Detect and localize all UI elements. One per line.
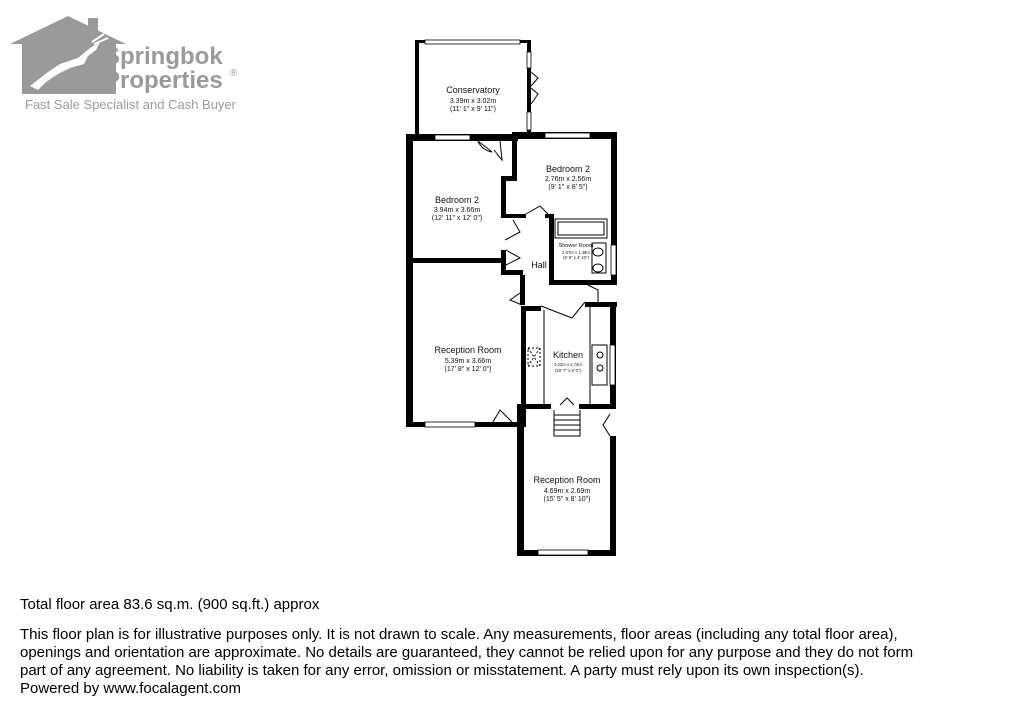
bedroom-2-right-imperial: (9' 1" x 8' 5") — [548, 184, 588, 191]
conservatory-imperial: (11' 1" x 9' 11") — [450, 106, 496, 113]
registered-mark: ® — [230, 68, 238, 79]
room-label-reception-room-2 — [533, 475, 600, 503]
bedroom-2-right-name: Bedroom 2 — [545, 164, 591, 174]
reception-room-2-metric: 4.69m x 2.69m — [543, 488, 591, 495]
kitchen-metric: 3.22m x 2.74m — [554, 362, 582, 367]
hall-name: Hall — [531, 260, 547, 270]
reception-room-2-imperial: (15' 5" x 8' 10") — [543, 496, 591, 503]
conservatory-metric: 3.39m x 3.02m — [449, 98, 497, 105]
room-label-bedroom-2-right — [545, 164, 591, 191]
room-label-bedroom-2-left — [432, 195, 482, 222]
logo-tagline: Fast Sale Specialist and Cash Buyer — [25, 97, 236, 112]
conservatory-name: Conservatory — [446, 85, 500, 95]
kitchen-name: Kitchen — [552, 350, 584, 360]
total-floor-area: Total floor area 83.6 sq.m. (900 sq.ft.) approx — [20, 596, 320, 613]
springbok-properties-logo — [8, 12, 248, 117]
bedroom-2-right-metric: 2.76m x 2.56m — [544, 176, 592, 183]
shower-room-metric: 2.07m x 1.48m — [562, 250, 590, 255]
reception-room-1-metric: 5.39m x 3.66m — [444, 358, 492, 365]
floor-plan-footer — [20, 596, 1005, 698]
reception-room-1-name: Reception Room — [434, 345, 502, 355]
room-label-kitchen — [553, 350, 583, 373]
bedroom-2-left-metric: 3.94m x 3.66m — [433, 207, 481, 214]
bedroom-2-left-imperial: (12' 11" x 12' 0") — [431, 215, 483, 222]
room-label-hall — [531, 260, 547, 270]
reception-room-2-name: Reception Room — [533, 475, 601, 485]
room-label-reception-room-1 — [434, 345, 501, 373]
reception-room-1-imperial: (17' 8" x 12' 0") — [444, 366, 492, 373]
disclaimer-line-3: part of any agreement. No liability is taken for any error, omission or misstatement. A party must rely upon its own inspection(s). — [20, 662, 864, 679]
shower-room-name: Shower Room — [558, 243, 594, 249]
room-label-shower-room — [559, 243, 594, 260]
brand-line-2: Properties — [104, 67, 223, 94]
powered-by: Powered by www.focalagent.com — [20, 680, 241, 697]
brand-line-1: Springbok — [104, 43, 223, 70]
bedroom-2-left-name: Bedroom 2 — [434, 195, 480, 205]
disclaimer-line-1: This floor plan is for illustrative purposes only. It is not drawn to scale. Any measurements, floor areas (including any total floor area), — [20, 626, 898, 643]
shower-room-imperial: (6' 9" x 4' 10") — [563, 255, 589, 260]
kitchen-imperial: (10' 7" x 9' 0") — [555, 368, 581, 373]
disclaimer-line-2: openings and orientation are approximate. No details are guaranteed, they cannot be relied upon for any purpose and they do not form — [20, 644, 914, 661]
room-label-conservatory — [446, 85, 500, 113]
